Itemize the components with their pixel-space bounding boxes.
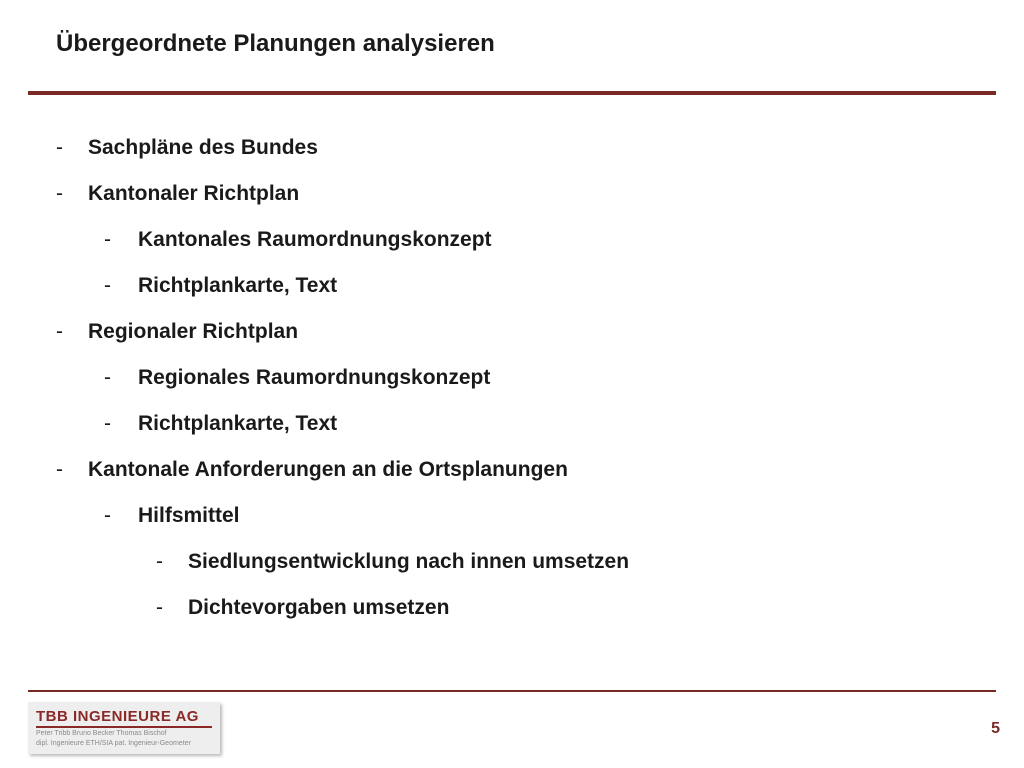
logo-underline [36,726,212,728]
bullet-text: Richtplankarte, Text [138,412,338,435]
company-logo [28,702,220,754]
bullet-dash: - [104,274,111,297]
bullet-text: Richtplankarte, Text [138,274,338,297]
bullet-dash: - [104,504,111,527]
title-divider [28,91,996,95]
logo-credentials-line: dipl. Ingenieure ETH/SIA pat. Ingenieur-Geometer [36,740,191,747]
bullet-dash: - [156,550,163,573]
bullet-dash: - [56,458,63,481]
slide-title: Übergeordnete Planungen analysieren [56,30,495,57]
bullet-text: Kantonale Anforderungen an die Ortsplanungen [88,458,568,481]
bullet-text: Hilfsmittel [138,504,240,527]
bullet-dash: - [56,320,63,343]
bullet-text: Siedlungsentwicklung nach innen umsetzen [188,550,630,573]
bullet-dash: - [104,366,111,389]
bullet-text: Regionales Raumordnungskonzept [138,366,491,389]
bullet-text: Regionaler Richtplan [88,320,299,343]
page-number: 5 [991,720,1000,737]
bullet-text: Sachpläne des Bundes [88,136,318,159]
bullet-dash: - [104,228,111,251]
bullet-dash: - [56,136,63,159]
bullet-text: Kantonaler Richtplan [88,182,300,205]
bullet-dash: - [104,412,111,435]
bullet-text: Dichtevorgaben umsetzen [188,596,450,619]
bullet-dash: - [156,596,163,619]
logo-name: TBB INGENIEURE AG [36,708,199,725]
bullet-dash: - [56,182,63,205]
bullet-text: Kantonales Raumordnungskonzept [138,228,492,251]
logo-partners-line: Peter Tribb Bruno Becker Thomas Bischof [36,730,167,737]
footer-divider [28,690,996,692]
